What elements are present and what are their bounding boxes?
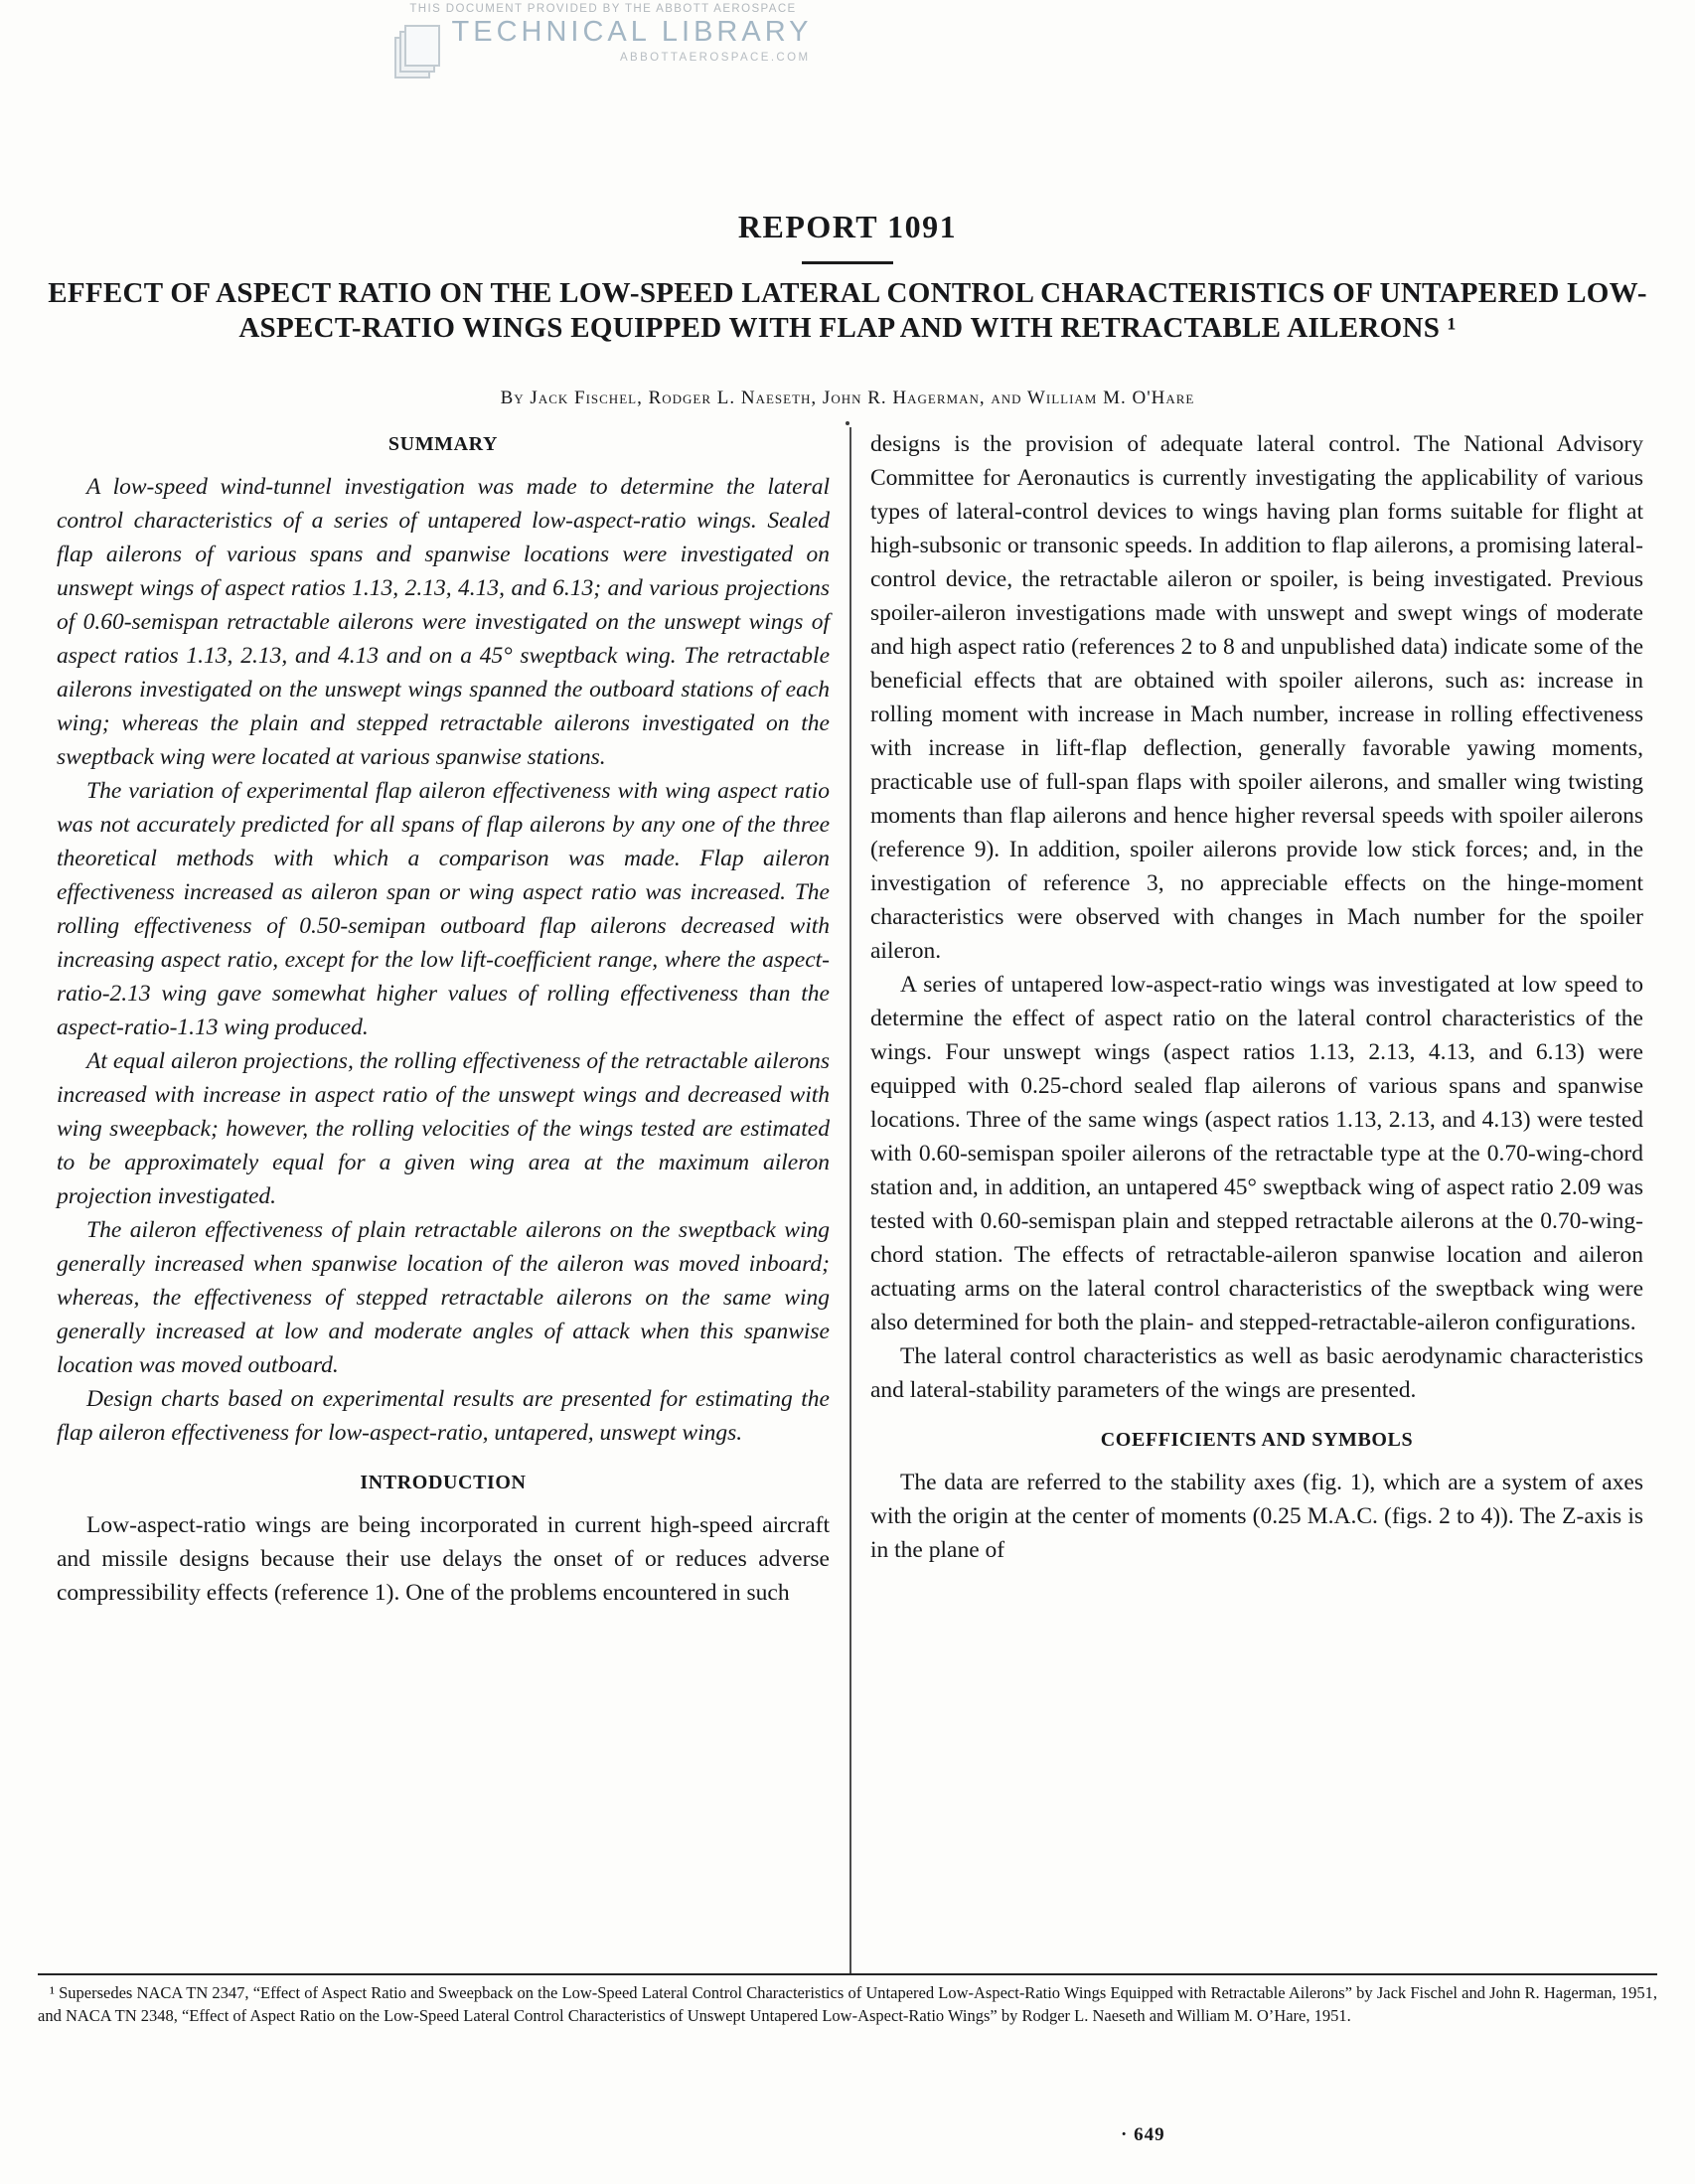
summary-heading: SUMMARY [387,433,499,455]
footnote-block [38,1973,1657,2027]
report-number: REPORT 1091 [737,209,958,244]
document-stack-icon [394,25,446,80]
summary-paragraph: Design charts based on experimental results are presented for estimating the flap aileron effectiveness for low-aspect-ratio, untapered, unswept wings. [57,1386,830,1446]
banner-site-url: ABBOTTAEROSPACE.COM [619,52,811,64]
body-paragraph: The lateral control characteristics as well as basic aerodynamic characteristics and lateral-stability parameters of the wings are presented. [870,1343,1643,1403]
byline: By Jack Fischel, Rodger L. Naeseth, John R. Hagerman, and William M. O'Hare [500,388,1195,408]
banner-provided-text: THIS DOCUMENT PROVIDED BY THE ABBOTT AEROSPACE [409,3,797,15]
library-banner [399,3,813,80]
introduction-heading: INTRODUCTION [360,1472,527,1493]
banner-library-title: TECHNICAL LIBRARY [451,16,813,48]
document-sheet [404,25,440,67]
introduction-paragraph: Low-aspect-ratio wings are being incorporated in current high-speed aircraft and missile designs because their use delays the onset of or reduces adverse compressibility effects (reference 1). One of the problems encountered in such [57,1512,830,1606]
banner-row [399,16,813,80]
coefficients-paragraph: The data are referred to the stability axes (fig. 1), which are a system of axes with the origin at the center of moments (0.25 M.A.C. (figs. 2 to 4)). The Z-axis is in the plane of [870,1470,1643,1563]
page-number: · 649 [1121,2124,1165,2145]
summary-paragraph: The aileron effectiveness of plain retractable ailerons on the sweptback wing generally increased when spanwise location of the aileron was moved inboard; whereas, the effectiveness of stepped retractable ailerons on the same wing generally increased at low and moderate angles of attack when this spanwise location was moved outboard. [57,1217,830,1378]
report-title: EFFECT OF ASPECT RATIO ON THE LOW-SPEED LATERAL CONTROL CHARACTERISTICS OF UNTAPERED LOW-ASPECT-RATIO WINGS EQUIPPED WITH FLAP AND WITH RETRACTABLE AILERONS ¹ [48,277,1647,344]
summary-paragraph: The variation of experimental flap aileron effectiveness with wing aspect ratio was not accurately predicted for all spans of flap ailerons by any one of the three theoretical methods with which a comparison was made. Flap aileron effectiveness increased as aileron span or wing aspect ratio was increased. The rolling effectiveness of 0.50-semipan outboard flap ailerons decreased with increasing aspect ratio, except for the low lift-coefficient range, where the aspect-ratio-2.13 wing gave somewhat higher values of rolling effectiveness than the aspect-ratio-1.13 wing produced. [57,778,830,1040]
title-divider-rule [802,261,893,264]
right-column [870,427,1643,1567]
body-paragraph: designs is the provision of adequate lateral control. The National Advisory Committee for Aeronautics is currently investigating the applicability of various types of lateral-control devices to wings having plan forms suitable for flight at high-subsonic or transonic speeds. In addition to flap ailerons, a promising lateral-control device, the retractable aileron or spoiler, is being investigated. Previous spoiler-aileron investigations made with unswept and swept wings of moderate and high aspect ratio (references 2 to 8 and unpublished data) indicate some of the beneficial effects that are obtained with spoiler ailerons, such as: increase in rolling moment with increase in Mach number, increase in rolling effectiveness with increase in lift-flap deflection, generally favorable yawing moments, practicable use of full-span flaps with spoiler ailerons, and smaller wing twisting moments than flap ailerons and hence higher reversal speeds with spoiler ailerons (reference 9). In addition, spoiler ailerons provide low stick forces; and, in the investigation of reference 3, no appreciable effects on the hinge-moment characteristics were observed with changes in Mach number for the spoiler aileron. [870,431,1643,964]
section-separator-dot [846,421,849,425]
summary-paragraph: At equal aileron projections, the rolling effectiveness of the retractable ailerons increased with increase in aspect ratio of the unswept wings and decreased with wing sweepback; however, the rolling velocities of the wings tested are estimated to be approximately equal for a given wing area at the maximum aileron projection investigated. [57,1048,830,1209]
body-paragraph: A series of untapered low-aspect-ratio wings was investigated at low speed to determine the effect of aspect ratio on the lateral control characteristics of the wings. Four unswept wings (aspect ratios 1.13, 2.13, 4.13, and 6.13) were equipped with 0.25-chord sealed flap ailerons of various spans and spanwise locations. Three of the same wings (aspect ratios 1.13, 2.13, and 4.13) were tested with 0.60-semispan spoiler ailerons of the retractable type at the 0.70-wing-chord station and, in addition, an untapered 45° sweptback wing of aspect ratio 2.09 was tested with 0.60-semispan plain and stepped retractable ailerons at the 0.70-wing-chord station. The effects of retractable-aileron spanwise location and aileron actuating arms on the lateral control characteristics of the sweptback wing were also determined for both the plain- and stepped-retractable-aileron configurations. [870,972,1643,1335]
column-divider-rule [849,427,851,1973]
left-column [57,427,830,1610]
footnote-text: ¹ Supersedes NACA TN 2347, “Effect of Aspect Ratio and Sweepback on the Low-Speed Lateral Control Characteristics of Untapered Low-Aspect-Ratio Wings Equipped with Retractable Ailerons” by Jack Fischel and John R. Hagerman, 1951, and NACA TN 2348, “Effect of Aspect Ratio on the Low-Speed Lateral Control Characteristics of Unswept Untapered Low-Aspect-Ratio Wings” by Rodger L. Naeseth and William M. O’Hare, 1951. [38,1983,1657,2025]
coefficients-heading: COEFFICIENTS AND SYMBOLS [1100,1429,1414,1451]
banner-text [452,16,813,64]
summary-paragraph: A low-speed wind-tunnel investigation was made to determine the lateral control characteristics of a series of untapered low-aspect-ratio wings. Sealed flap ailerons of various spans and spanwise locations were investigated on unswept wings of aspect ratios 1.13, 2.13, 4.13, and 6.13; and various projections of 0.60-semispan retractable ailerons were investigated on the unswept wings of aspect ratios 1.13, 2.13, and 4.13 and on a 45° sweptback wing. The retractable ailerons investigated on the unswept wings spanned the outboard stations of each wing; whereas the plain and stepped retractable ailerons investigated on the sweptback wing were located at various spanwise stations. [57,474,830,770]
